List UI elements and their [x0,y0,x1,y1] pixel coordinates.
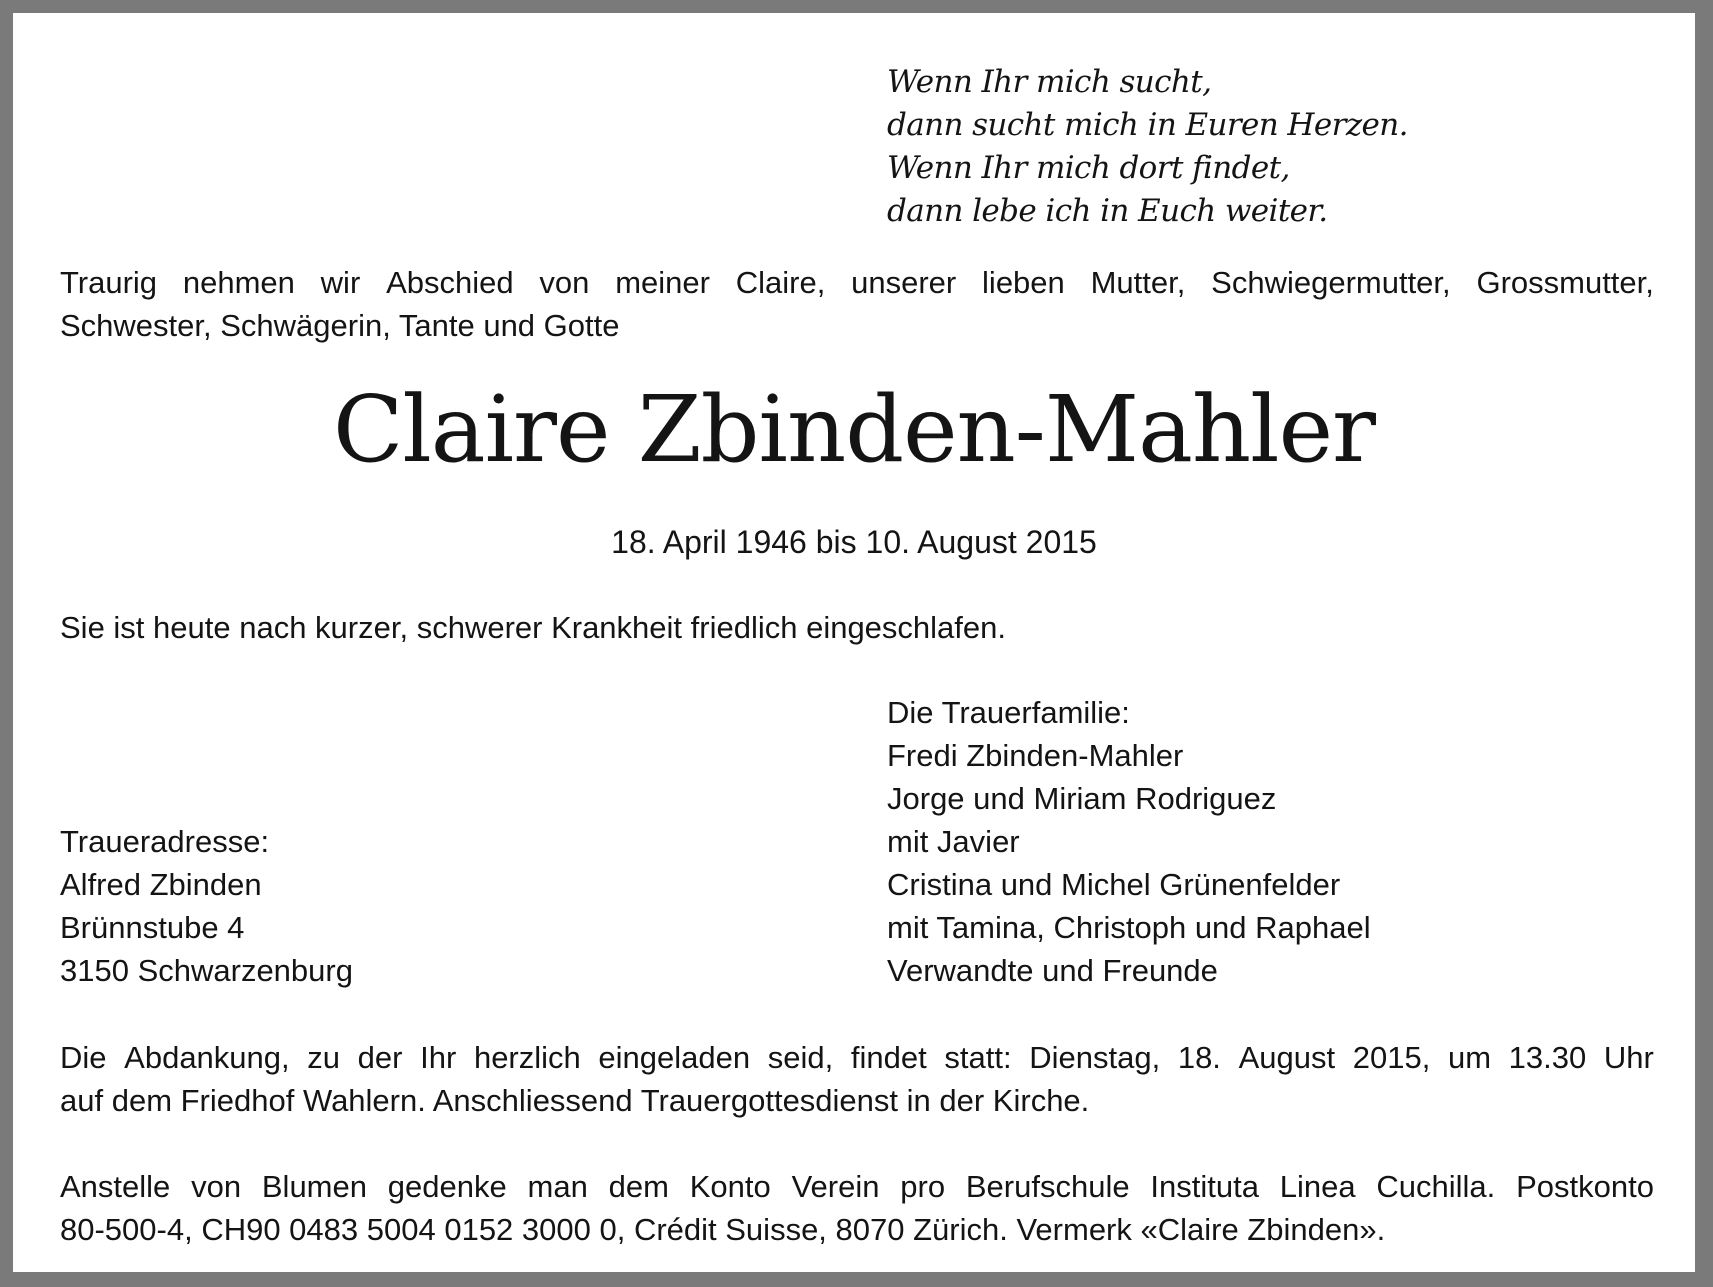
ceremony-line: auf dem Friedhof Wahlern. Anschliessend Trauergottesdienst in der Kirche. [60,1083,1090,1118]
word: unserer [851,265,957,300]
intro-paragraph [60,261,1654,347]
family-member: Jorge und Miriam Rodriguez [887,781,1277,816]
word: lieben [982,265,1065,300]
address-line: Alfred Zbinden [60,867,262,902]
poem [887,61,1408,233]
word: findet [850,1040,927,1075]
word: herzlich [473,1040,581,1075]
word: Cuchilla. [1376,1169,1496,1204]
word: meiner [615,265,710,300]
family-member: Fredi Zbinden-Mahler [887,738,1184,773]
word: man [527,1169,588,1204]
address-line: 3150 Schwarzenburg [60,953,353,988]
word: Claire, [735,265,826,300]
family-member: mit Javier [887,824,1020,859]
family-member: Verwandte und Freunde [887,953,1218,988]
ceremony-paragraph [60,1036,1654,1122]
word: Konto [689,1169,771,1204]
word: 18. [1177,1040,1221,1075]
word: von [191,1169,242,1204]
donation-line: 80-500-4, CH90 0483 5004 0152 3000 0, Crédit Suisse, 8070 Zürich. Vermerk «Claire Zbinden». [60,1212,1386,1247]
obituary-page [13,13,1695,1272]
family-member: mit Tamina, Christoph und Raphael [887,910,1371,945]
family-heading: Die Trauerfamilie: [887,695,1130,730]
word: Schwiegermutter, [1211,265,1451,300]
word: Traurig [60,265,158,300]
word: Mutter, [1090,265,1186,300]
poem-line: Wenn Ihr mich sucht, [887,64,1212,100]
word: Uhr [1603,1040,1654,1075]
word: Berufschule [965,1169,1130,1204]
word: Grossmutter, [1476,265,1654,300]
word: seid, [767,1040,834,1075]
poem-line: dann sucht mich in Euren Herzen. [887,107,1408,143]
word: gedenke [387,1169,507,1204]
word: Die [60,1040,107,1075]
word: Ihr [420,1040,457,1075]
word: Postkonto [1516,1169,1654,1204]
word: von [539,265,590,300]
word: Linea [1279,1169,1356,1204]
word: statt: [944,1040,1012,1075]
address-line: Brünnstube 4 [60,910,245,945]
family-member: Cristina und Michel Grünenfelder [887,867,1341,902]
ceremony-line [60,1036,1654,1079]
word: Instituta [1150,1169,1259,1204]
mourning-address [60,820,353,992]
word: nehmen [182,265,295,300]
intro-line: Schwester, Schwägerin, Tante und Gotte [60,308,620,343]
deceased-name: Claire Zbinden-Mahler [332,376,1376,483]
poem-line: dann lebe ich in Euch weiter. [887,193,1328,229]
word: 13.30 [1508,1040,1587,1075]
life-dates: 18. April 1946 bis 10. August 2015 [611,524,1097,560]
address-heading: Traueradresse: [60,824,270,859]
word: August [1238,1040,1336,1075]
word: Anstelle [60,1169,171,1204]
mourning-family [887,691,1371,992]
poem-line: Wenn Ihr mich dort findet, [887,150,1290,186]
word: dem [608,1169,669,1204]
word: Abdankung, [124,1040,290,1075]
word: Verein [791,1169,880,1204]
word: Dienstag, [1029,1040,1161,1075]
word: zu [307,1040,341,1075]
donation-line [60,1165,1654,1208]
word: eingeladen [598,1040,751,1075]
word: pro [900,1169,946,1204]
donation-paragraph [60,1165,1654,1251]
word: wir [320,265,361,300]
death-statement: Sie ist heute nach kurzer, schwerer Krankheit friedlich eingeschlafen. [60,610,1006,645]
intro-line [60,261,1654,304]
word: Abschied [386,265,514,300]
word: Blumen [261,1169,367,1204]
word: um [1447,1040,1492,1075]
word: 2015, [1352,1040,1431,1075]
word: der [357,1040,403,1075]
